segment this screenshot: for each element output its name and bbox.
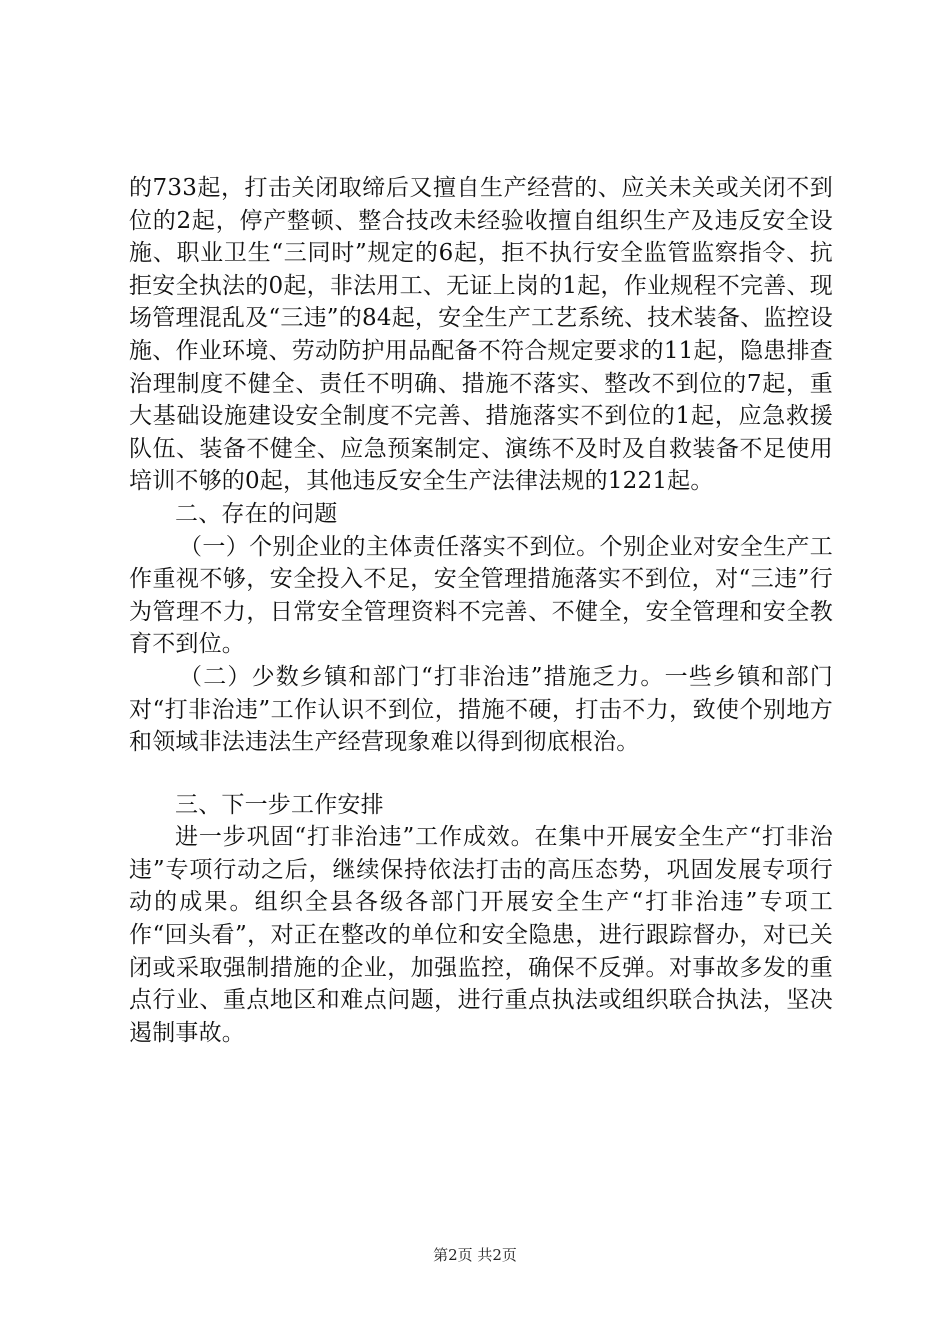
paragraph-problem-1: （一）个别企业的主体责任落实不到位。个别企业对安全生产工作重视不够，安全投入不足，安全管理措施落实不到位，对“三违”行为管理不力，日常安全管理资料不完善、不健全，安全管理和安全教育不到位。	[129, 533, 833, 658]
section-heading-next-steps: 三、下一步工作安排	[175, 791, 384, 818]
paragraph-problem-2: （二）少数乡镇和部门“打非治违”措施乏力。一些乡镇和部门对“打非治违”工作认识不到位，措施不硬，打击不力，致使个别地方和领域非法违法生产经营现象难以得到彻底根治。	[129, 663, 833, 756]
paragraph-statistics: 的733起，打击关闭取缔后又擅自生产经营的、应关未关或关闭不到位的2起，停产整顿、整合技改未经验收擅自组织生产及违反安全设施、职业卫生“三同时”规定的6起，拒不执行安全监管监察指令、抗拒安全执法的0起，非法用工、无证上岗的1起，作业规程不完善、现场管理混乱及“三违”的84起，安全生产工艺系统、技术装备、监控设施、作业环境、劳动防护用品配备不符合规定要求的11起，隐患排查治理制度不健全、责任不明确、措施不落实、整改不到位的7起，重大基础设施建设安全制度不完善、措施落实不到位的1起，应急救援队伍、装备不健全、应急预案制定、演练不及时及自救装备不足使用培训不够的0起，其他违反安全生产法律法规的1221起。	[129, 175, 833, 495]
page-footer: 第2页 共2页	[433, 1246, 517, 1264]
paragraph-next-steps: 进一步巩固“打非治违”工作成效。在集中开展安全生产“打非治违”专项行动之后，继续保持依法打击的高压态势，巩固发展专项行动的成果。组织全县各级各部门开展安全生产“打非治违”专项工作“回头看”，对正在整改的单位和安全隐患，进行跟踪督办，对已关闭或采取强制措施的企业，加强监控，确保不反弹。对事故多发的重点行业、重点地区和难点问题，进行重点执法或组织联合执法，坚决遏制事故。	[129, 824, 833, 1046]
section-heading-problems: 二、存在的问题	[175, 500, 338, 527]
document-body	[129, 172, 833, 1049]
